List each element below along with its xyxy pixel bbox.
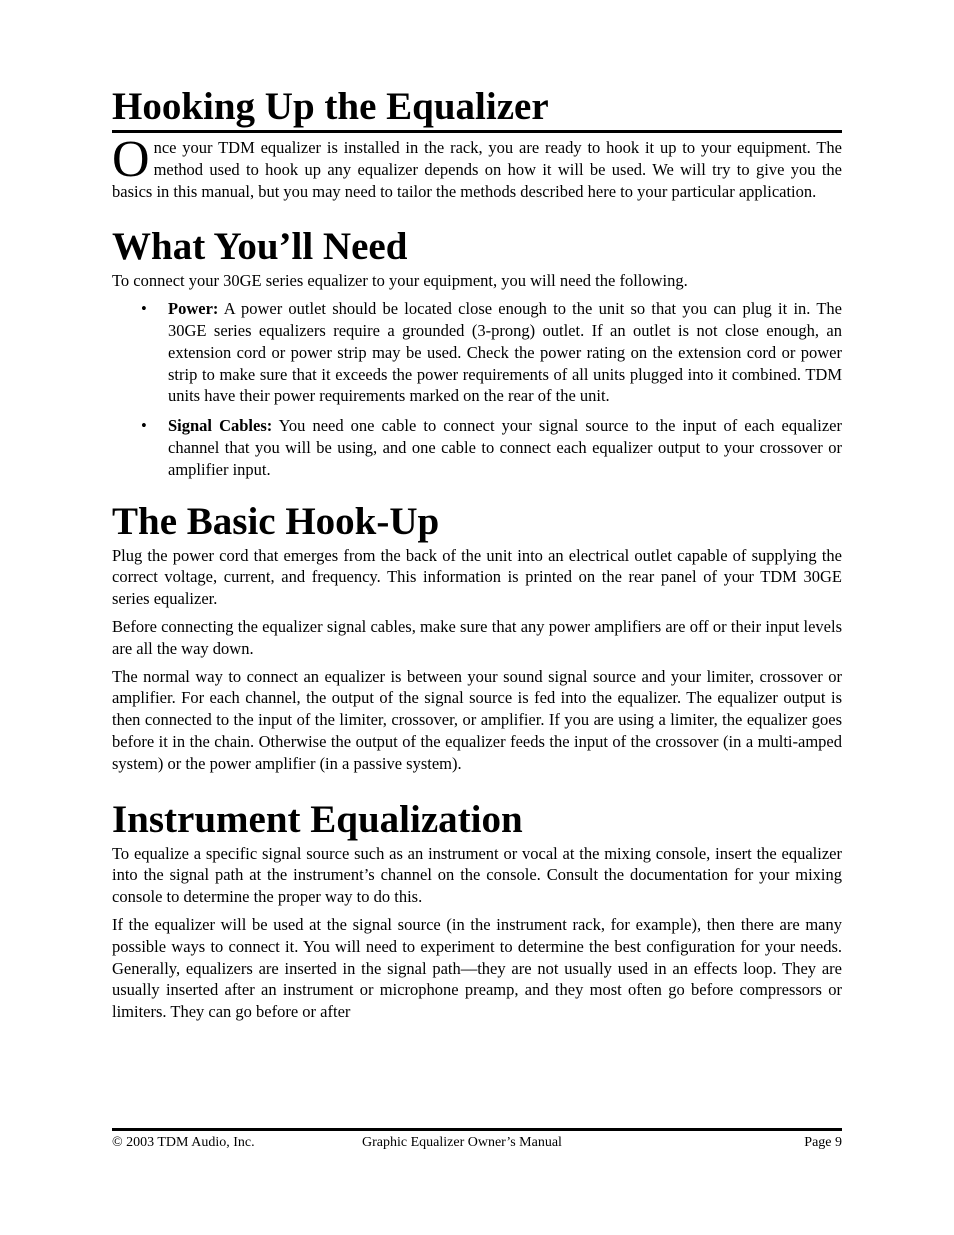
drop-cap: O bbox=[112, 131, 150, 188]
what-youll-need-lead: To connect your 30GE series equalizer to your equipment, you will need the following. bbox=[112, 271, 688, 291]
basic-hookup-paragraph: The normal way to connect an equalizer is between your sound signal source and your limiter, crossover or amplifier. For each channel, the output of the signal source is fed into the equalizer. The equalizer output is then connected to the input of the limiter, crossover, or amplifier. If you are using a limiter, the equalizer goes before it in the chain. Otherwise the output of the equalizer feeds the input of the crossover (in a multi-amped system) or the power amplifier (in a passive system). bbox=[112, 666, 842, 773]
heading-instrument-equalization: Instrument Equalization bbox=[112, 797, 523, 841]
intro-text: nce your TDM equalizer is installed in the rack, you are ready to hook it up to your equipment. The method used to hook up any equalizer depends on how it will be used. We will try to give you the basics in this manual, but you may need to tailor the methods described here to your particular application. bbox=[112, 138, 842, 201]
list-item bbox=[141, 415, 843, 480]
heading-what-youll-need: What You’ll Need bbox=[112, 225, 408, 269]
basic-hookup-paragraph: Plug the power cord that emerges from the back of the unit into an electrical outlet capable of supplying the correct voltage, current, and frequency. This information is printed on the rear panel of your TDM 30GE series equalizer. bbox=[112, 545, 842, 609]
heading-hooking-up: Hooking Up the Equalizer bbox=[112, 84, 842, 133]
list-item-text: A power outlet should be located close enough to the unit so that you can plug it in. The 30GE series equalizers require a grounded (3-prong) outlet. If an outlet is not close enough, an extension cord or power strip may be used. Check the power rating on the extension cord or power strip to make sure that it exceeds the power requirements of all units plugged into it combined. TDM units have their power requirements marked on the rear of the unit. bbox=[168, 299, 842, 406]
footer-copyright: © 2003 TDM Audio, Inc. bbox=[112, 1135, 255, 1150]
page-footer bbox=[112, 1128, 842, 1152]
intro-paragraph bbox=[112, 131, 842, 202]
heading-basic-hookup: The Basic Hook-Up bbox=[112, 499, 440, 543]
footer-manual-title: Graphic Equalizer Owner’s Manual bbox=[362, 1135, 562, 1150]
instrument-eq-paragraph: To equalize a specific signal source such as an instrument or vocal at the mixing console, insert the equalizer into the signal path at the instrument’s channel on the console. Consult the documentation for your mixing console to determine the proper way to do this. bbox=[112, 843, 842, 907]
footer-page-number: Page 9 bbox=[804, 1135, 842, 1150]
list-item-text: You need one cable to connect your signal source to the input of each equalizer channel that you will be using, and one cable to connect each equalizer output to your crossover or amplifier input. bbox=[168, 416, 843, 479]
list-item bbox=[141, 298, 842, 407]
list-item-term: Power: bbox=[168, 299, 219, 319]
instrument-eq-paragraph: If the equalizer will be used at the signal source (in the instrument rack, for example), then there are many possible ways to connect it. You will need to experiment to determine the best configuration for your needs. Generally, equalizers are inserted in the signal path—they are not usually used in an effects loop. They are usually inserted after an instrument or microphone preamp, and they most often go before compressors or limiters. They can go before or after bbox=[112, 914, 842, 1022]
document-page bbox=[112, 84, 842, 1029]
basic-hookup-paragraph: Before connecting the equalizer signal cables, make sure that any power amplifiers are off or their input levels are all the way down. bbox=[112, 616, 842, 658]
requirements-list bbox=[112, 298, 842, 480]
bullet-icon: • bbox=[141, 416, 147, 436]
list-item-term: Signal Cables: bbox=[168, 416, 273, 436]
bullet-icon: • bbox=[141, 299, 147, 319]
